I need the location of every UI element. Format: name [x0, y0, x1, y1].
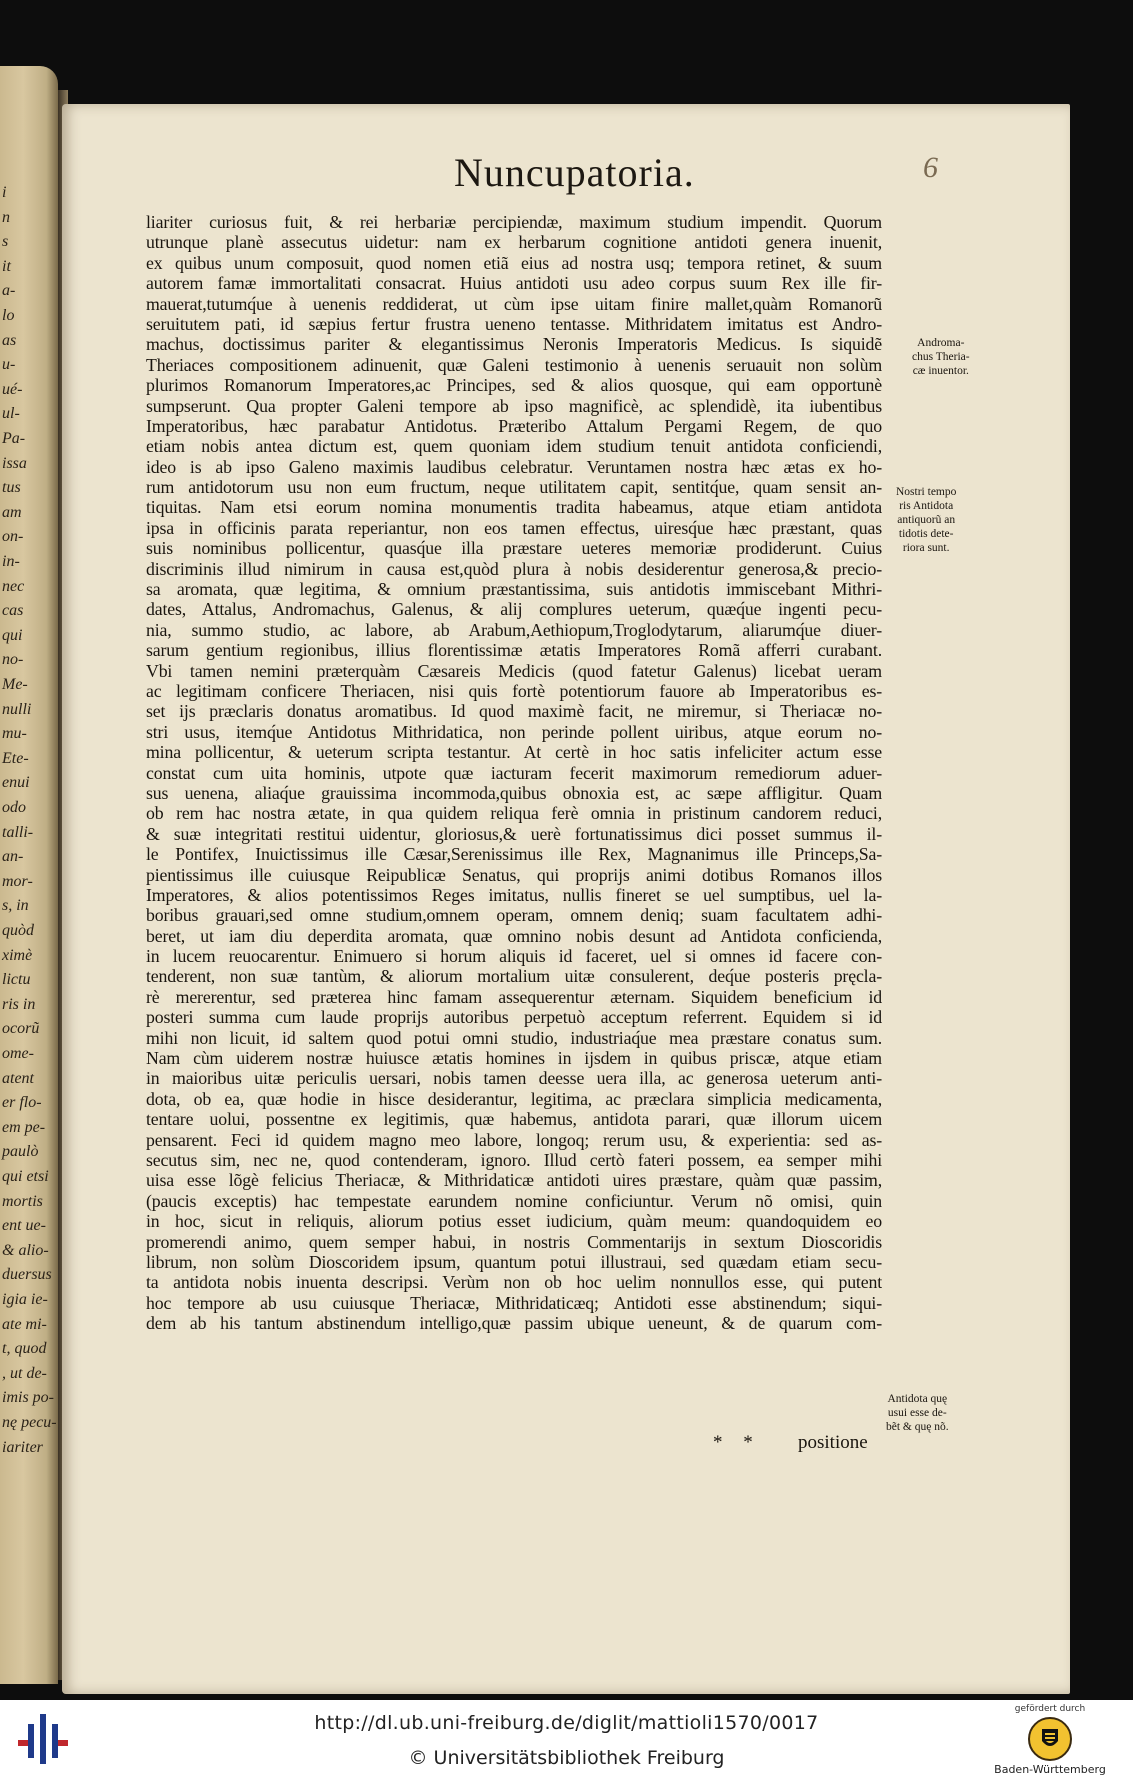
page-heading: Nuncupatoria. [454, 150, 695, 195]
text-line: seruitutem pati, id sæpius fertur frustra ueneno tentasse. Mithridatem imitatus est Andro- [146, 313, 882, 334]
left-page-fragment: igia ie- [2, 1291, 48, 1308]
left-page-fragment: Me- [2, 676, 28, 693]
left-page-fragment: mu- [2, 725, 27, 743]
marginal-note-andromachus: Androma- chus Theria- cæ inuentor. [912, 337, 970, 377]
left-page-fragment: duersus [2, 1266, 52, 1284]
left-page-fragment: s, in [2, 897, 29, 915]
text-line: etiam nobis antea dictum est, quem quoniam idem studium tenuit antidota conficiendi, [146, 436, 882, 457]
permalink-url[interactable]: http://dl.ub.uni-freiburg.de/diglit/mattioli1570/0017 [314, 1712, 819, 1734]
left-page-fragment: as [2, 331, 17, 349]
text-line: hoc tempore ab usu cuiusque Theriacæ, Mithridaticæq; Antidoti esse abstinendum; siqui- [146, 1292, 882, 1313]
left-page-fragment: mor- [2, 872, 33, 890]
left-page-fragment: cas [2, 602, 24, 620]
left-page-fragment: qui etsi [2, 1168, 49, 1185]
left-page-fragment: nę pecu- [2, 1414, 57, 1431]
text-line: (paucis exceptis) hac tempestate earundem nomine conficiuntur. Verum nõ omisi, quin [146, 1190, 882, 1211]
text-line: dem ab his tantum abstinendum intelligo,quæ passim ubique ueneunt, & de quarum com- [146, 1313, 882, 1334]
left-page-fragment: mortis [2, 1192, 43, 1210]
text-line: tentare uolui, possentne ex legitimis, quæ habemus, antidota parari, quæ illorum uicem [146, 1109, 882, 1130]
text-line: sus uenena, aliaq́ue grauissima incommoda,quibus obnoxia est, ac sæpe affligitur. Quam [146, 782, 882, 803]
text-line: in maioribus uitæ periculis uersari, nobis tamen deesse uera illa, ac generosa ueterum anti- [146, 1068, 882, 1089]
text-line: set ijs præclaris donatus aromatibus. Id quod maximè facit, ne miremur, si Theriacæ no- [146, 701, 882, 722]
signature-mark: * * [713, 1432, 761, 1453]
sponsor-block [980, 1704, 1120, 1776]
text-line: le Pontifex, Inuictissimus ille Cæsar,Serenissimus ille Rex, Magnanimus ille Princeps,Sa- [146, 844, 882, 865]
text-line: nia, summo studio, ac labore, ab Arabum,Aethiopum,Troglodytarum, aliarumq́ue diuer- [146, 619, 882, 640]
left-page-fragment: ué- [2, 380, 23, 398]
left-page-fragment: ocorũ [2, 1020, 40, 1038]
text-line: mauerat,tutumq́ue à uenenis reddiderat, ut cùm ipse uitam finire mallet,quàm Romanorũ [146, 293, 882, 314]
text-line: in lucem reuocarentur. Enimuero si horum aliquis id faceret, uel si omnes id facere con- [146, 946, 882, 967]
left-page-fragment: no- [2, 651, 24, 669]
left-page-fragment: ate mi- [2, 1315, 47, 1333]
text-line: pientissimus ille cuiusque Reipublicæ Senatus, qui proprijs animi dotibus Romanos illos [146, 864, 882, 885]
left-page-fragment: Ete- [2, 749, 29, 767]
copyright-notice: © Universitätsbibliothek Freiburg [408, 1747, 725, 1769]
left-page-fragment: enui [2, 774, 30, 792]
catchword: positione [798, 1432, 868, 1453]
footer-bar [0, 1700, 1133, 1780]
text-line: ac legitimam conficere Theriacen, nisi quis fortè potentiorum fauore ab Imperatoribus es- [146, 680, 882, 701]
left-page-fragment: a- [2, 282, 16, 300]
left-page-fragment: ris in [2, 995, 36, 1013]
left-page-fragment: i [2, 184, 7, 201]
left-page-fragment: er flo- [2, 1094, 42, 1112]
marginal-note-antidota: Nostri tempo ris Antidota antiquorũ an tidotis dete- riora sunt. [896, 486, 957, 554]
text-line: librum, non solùm Dioscoridem ipsum, quantum potui illustraui, sed quædam etiam secu- [146, 1251, 882, 1272]
text-line: secutus sim, nec ne, quod contenderam, ignoro. Illud certò fateri possem, ea semper mihi [146, 1149, 882, 1170]
left-page-fragment: lictu [2, 971, 31, 989]
left-page-fragment: paulò [2, 1143, 39, 1161]
sponsor-label: gefördert durch [1014, 1704, 1086, 1714]
state-crest-icon [1028, 1717, 1072, 1761]
text-line: utrunque planè assecutus uidetur: nam ex herbarum cognitione antidoti genera inuenit, [146, 232, 882, 253]
text-line: rum antidotorum usu non eum fructum, neque utilitatem capit, sentitq́ue, quam sensit an- [146, 477, 882, 498]
text-line: liariter curiosus fuit, & rei herbariæ percipiendæ, maximum studium impendit. Quorum [146, 212, 882, 232]
left-page-fragment: am [2, 503, 22, 521]
text-line: Theriaces compositionem adinuenit, quæ Galeni testimonio à uenenis seruauit non solùm [146, 354, 882, 375]
left-page-fragment: ome- [2, 1045, 34, 1062]
text-line: tenderent, non suæ tantùm, & aliorum mortalium uitæ consulerent, deq́ue posteris pręcla- [146, 966, 882, 987]
text-line: ex quibus unum composuit, quod nomen etiã eius ad nostra usq; tempora retinet, & suum [146, 252, 882, 273]
text-line: discriminis illud nimirum in causa est,quòd plura à nobis desiderentur generosa,& precio- [146, 558, 882, 579]
text-line: sumpserunt. Qua propter Galeni tempore ab ipso magnificè, ac splendidè, ita iubentibus [146, 395, 882, 416]
text-line: sarum gentium regionibus, illius florentissimæ ætatis Imperatores Romã afferri curabant. [146, 640, 882, 661]
left-page-fragment: em pe- [2, 1118, 46, 1136]
text-line: Imperatoribus, hæc parabatur Antidotus. Præteribo Attalum Pergami Regem, de quo [146, 415, 882, 436]
body-text [146, 212, 882, 1333]
left-page-fragment: u- [2, 356, 16, 374]
text-line: mina pollicentur, & ueterum scripta testantur. At certè in hoc satis infeliciter actum esse [146, 742, 882, 763]
text-line: ipsa in officinis parata reperiantur, non eos tamen effectus, uiresq́ue hæc præstant, quas [146, 517, 882, 538]
left-page-fragment: atent [2, 1069, 34, 1087]
left-page-fragment: talli- [2, 823, 34, 841]
left-page-fragment: qui [2, 626, 23, 644]
left-page-fragment: nulli [2, 700, 32, 718]
left-page-fragment: ent ue- [2, 1217, 46, 1235]
left-page-fragment: imis po- [2, 1389, 54, 1407]
text-line: constat cum uita hominis, utpote quæ iacturam fecerit maximorum remediorum aduer- [146, 762, 882, 783]
left-page-fragment: s [2, 233, 9, 251]
text-line: in hoc, sicut in reliquis, aliorum potius esset iudicium, quàm meum: quandoquidem eo [146, 1211, 882, 1232]
sponsor-name: Baden-Württemberg [994, 1763, 1106, 1776]
left-page-fragment: an- [2, 848, 24, 866]
text-line: promerendi animo, quem semper habui, in nostris Commentarijs in sextum Dioscoridis [146, 1231, 882, 1252]
left-page-fragment: & alio- [2, 1241, 49, 1259]
text-line: uisa esse lõgè felicius Theriacæ, & Mithridaticæ antidoti uires præstare, quàm quæ passim, [146, 1170, 882, 1191]
text-line: suis nominibus pollicentur, quasq́ue illa præstare ueteres memoriæ prodiderunt. Cuius [146, 538, 882, 559]
text-line: machus, doctissimus pariter & elegantissimus Neronis Imperatoris Medicus. Is siquidẽ [146, 334, 882, 355]
left-page-fragment: lo [2, 307, 15, 324]
text-line: stri usus, itemq́ue Antidotus Mithridatica, non perinde pollent uiribus, atque eorum no- [146, 721, 882, 742]
text-line: ob rem hac nostra ætate, in qua quidem reliqua ferè omnia in pristinum candorem reduci, [146, 803, 882, 824]
left-page-fragment: iariter [2, 1438, 43, 1456]
marginal-note-usui: Antidota quę usui esse de- bẽt & quę nõ. [886, 1393, 949, 1433]
left-page-fragment: nec [2, 577, 25, 595]
text-line: Nam cùm uiderem nostræ huiusce ætatis homines in ijsdem in quibus priscæ, atque etiam [146, 1048, 882, 1069]
text-line: autorem famæ immortalitati consacrat. Huius antidoti usu adeo corpus suum Rex ille fir- [146, 273, 882, 294]
left-page-edge [0, 66, 58, 1684]
left-page-fragment: quòd [2, 922, 34, 939]
left-page-fragment: Pa- [2, 430, 26, 447]
text-line: beret, ut iam diu deperdita aromata, quæ omnino nobis desunt ad Antidota conficienda, [146, 925, 882, 946]
left-page-fragment: odo [2, 799, 26, 816]
left-page-fragment: on- [2, 528, 24, 546]
text-line: & suæ integritati restitui uidentur, gloriosus,& uerè fortunatissimus dici posset summus il- [146, 823, 882, 844]
left-page-fragment: it [2, 257, 11, 275]
text-line: Imperatores, & alios potentissimos Reges imitatus, nullis fineret se uel sumptibus, uel la- [146, 884, 882, 905]
text-line: boribus grauari,sed omne studium,omnem operam, omnem deniq; suam facultatem adhi- [146, 905, 882, 926]
left-page-fragment: ul- [2, 405, 20, 423]
text-line: ideo is ab ipso Galeno maximis laudibus celebratur. Veruntamen nostra hæc ætas ex ho- [146, 456, 882, 477]
text-line: mihi non licuit, id saltem quod potui omni studio, industriaq́ue mea præstare conatus sum. [146, 1027, 882, 1048]
text-line: ta antidota nobis inuenta descripsi. Verùm non ob hoc uelim nonnullos esse, qui putent [146, 1272, 882, 1293]
text-line: plurimos Romanorum Imperatores,ac Principes, sed & alios quosque, qui eam opportunè [146, 375, 882, 396]
left-page-fragment: in- [2, 553, 20, 570]
text-line: posteri summa cum laude proprijs autoribus perpetuò acceptum referrent. Equidem si id [146, 1007, 882, 1028]
text-line: dates, Attalus, Andromachus, Galenus, & alij complures ueterum, quæq́ue ingenti pecu- [146, 599, 882, 620]
text-line: rè mererentur, sed præterea hinc famam assequerentur æternam. Siquidem beneficium id [146, 986, 882, 1007]
left-page-fragment: issa [2, 454, 27, 472]
text-line: sa aromata, quæ legitima, & omnium præstantissima, suis antidotis immiscebant Mithri- [146, 579, 882, 600]
left-page-fragment: , ut de- [2, 1364, 47, 1382]
left-page-fragment: n [2, 208, 10, 226]
text-line: tiquitas. Nam etsi eorum nomina monumentis tradita habeamus, atque etiam antidota [146, 497, 882, 518]
folio-number: 6 [923, 151, 938, 184]
left-page-fragment: ximè [2, 946, 33, 964]
left-page-fragment: tus [2, 479, 21, 497]
left-page-fragment: t, quod [2, 1340, 47, 1358]
text-line: dota, ob ea, quæ hodie in hisce desiderantur, legitima, ac præclara simplicia medicamenta, [146, 1088, 882, 1109]
text-line: pensarent. Feci id quidem magno meo labore, longoq; rerum usu, & experientia: sed as- [146, 1129, 882, 1150]
text-line: Vbi tamen nemini præterquàm Cæsareis Medicis (quod fatetur Galenus) licebat ueram [146, 660, 882, 681]
